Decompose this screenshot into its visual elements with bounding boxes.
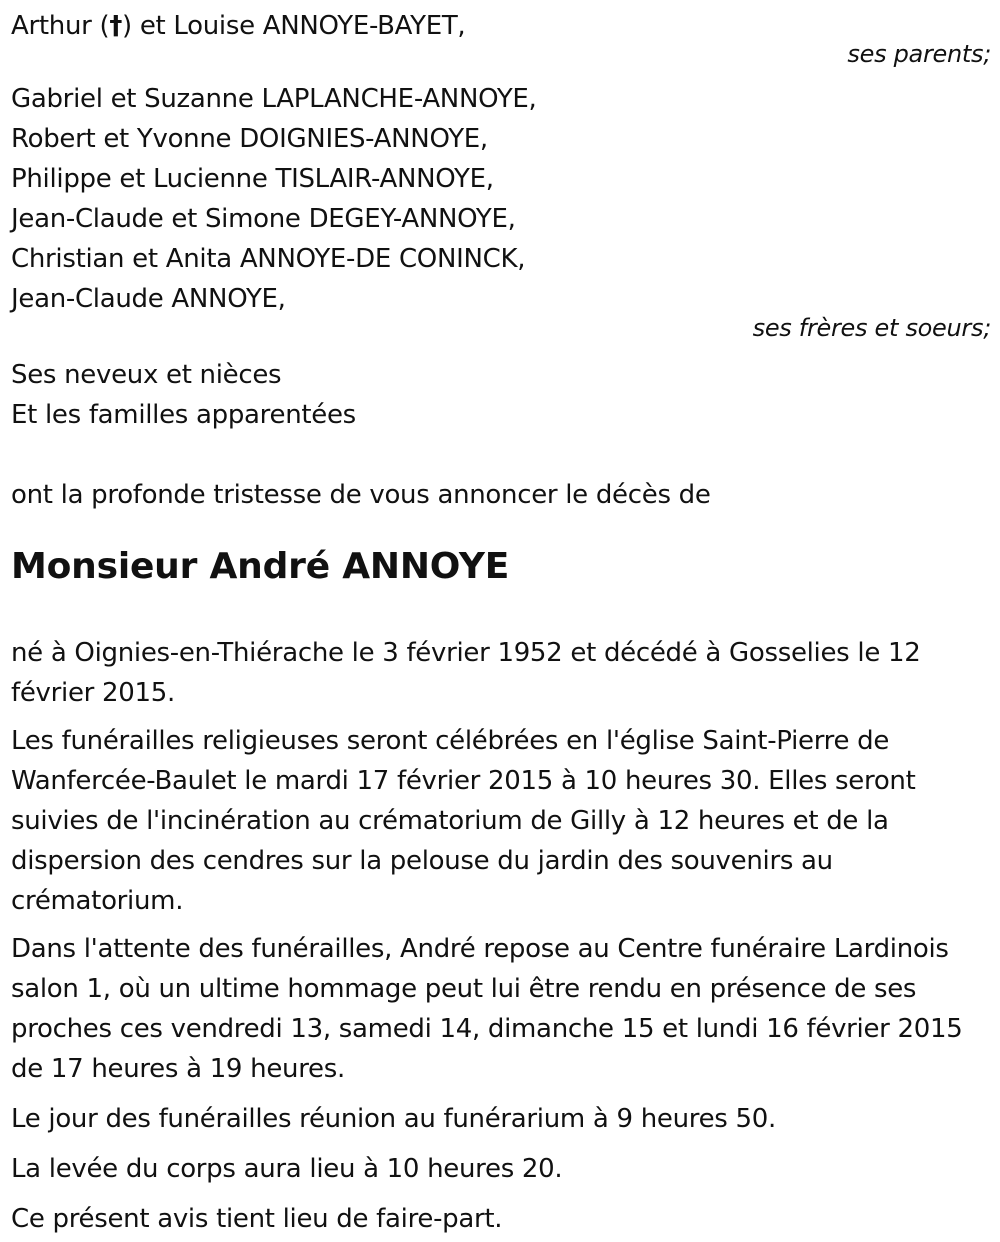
- siblings-list: [11, 79, 991, 319]
- sibling-line: Robert et Yvonne DOIGNIES-ANNOYE,: [11, 124, 488, 154]
- procession-paragraph: La levée du corps aura lieu à 10 heures 20.: [11, 1154, 563, 1184]
- birth-death-paragraph: né à Oignies-en-Thiérache le 3 février 1952 et décédé à Gosselies le 12 février 2015.: [11, 638, 921, 708]
- family-line: Ses neveux et nièces: [11, 360, 282, 390]
- sibling-line: Philippe et Lucienne TISLAIR-ANNOYE,: [11, 164, 494, 194]
- sibling-line: Jean-Claude ANNOYE,: [11, 284, 286, 314]
- sibling-line: Gabriel et Suzanne LAPLANCHE-ANNOYE,: [11, 84, 537, 114]
- funeral-paragraph: Les funérailles religieuses seront célébrées en l'église Saint-Pierre de Wanfercée-Baulet le mardi 17 février 2015 à 10 heures 30. Elles seront suivies de l'incinération au crématorium de Gilly à 12 heures et de la dispersion des cendres sur la pelouse du jardin des souvenirs au crématorium.: [11, 726, 916, 916]
- announcement-text: ont la profonde tristesse de vous annoncer le décès de: [11, 480, 711, 510]
- obituary-notice: [11, 0, 991, 1239]
- notice-paragraph: Ce présent avis tient lieu de faire-part.: [11, 1204, 503, 1234]
- sibling-line: Christian et Anita ANNOYE-DE CONINCK,: [11, 244, 526, 274]
- parents-line-suffix: ) et Louise ANNOYE-BAYET,: [122, 11, 466, 41]
- visitation-paragraph: Dans l'attente des funérailles, André repose au Centre funéraire Lardinois salon 1, où un ultime hommage peut lui être rendu en présence de ses proches ces vendredi 13, samedi 14, dimanche 15 et lundi 16 février 2015 de 17 heures à 19 heures.: [11, 934, 963, 1084]
- family-list: [11, 355, 991, 435]
- meeting-paragraph: Le jour des funérailles réunion au funérarium à 9 heures 50.: [11, 1104, 776, 1134]
- cross-icon: †: [109, 11, 123, 41]
- parents-line-prefix: Arthur (: [11, 11, 110, 41]
- deceased-name: Monsieur André ANNOYE: [11, 546, 510, 587]
- siblings-label: ses frères et soeurs;: [752, 314, 991, 342]
- parents-line: [11, 6, 991, 46]
- parents-label: ses parents;: [847, 40, 991, 68]
- family-line: Et les familles apparentées: [11, 400, 356, 430]
- sibling-line: Jean-Claude et Simone DEGEY-ANNOYE,: [11, 204, 516, 234]
